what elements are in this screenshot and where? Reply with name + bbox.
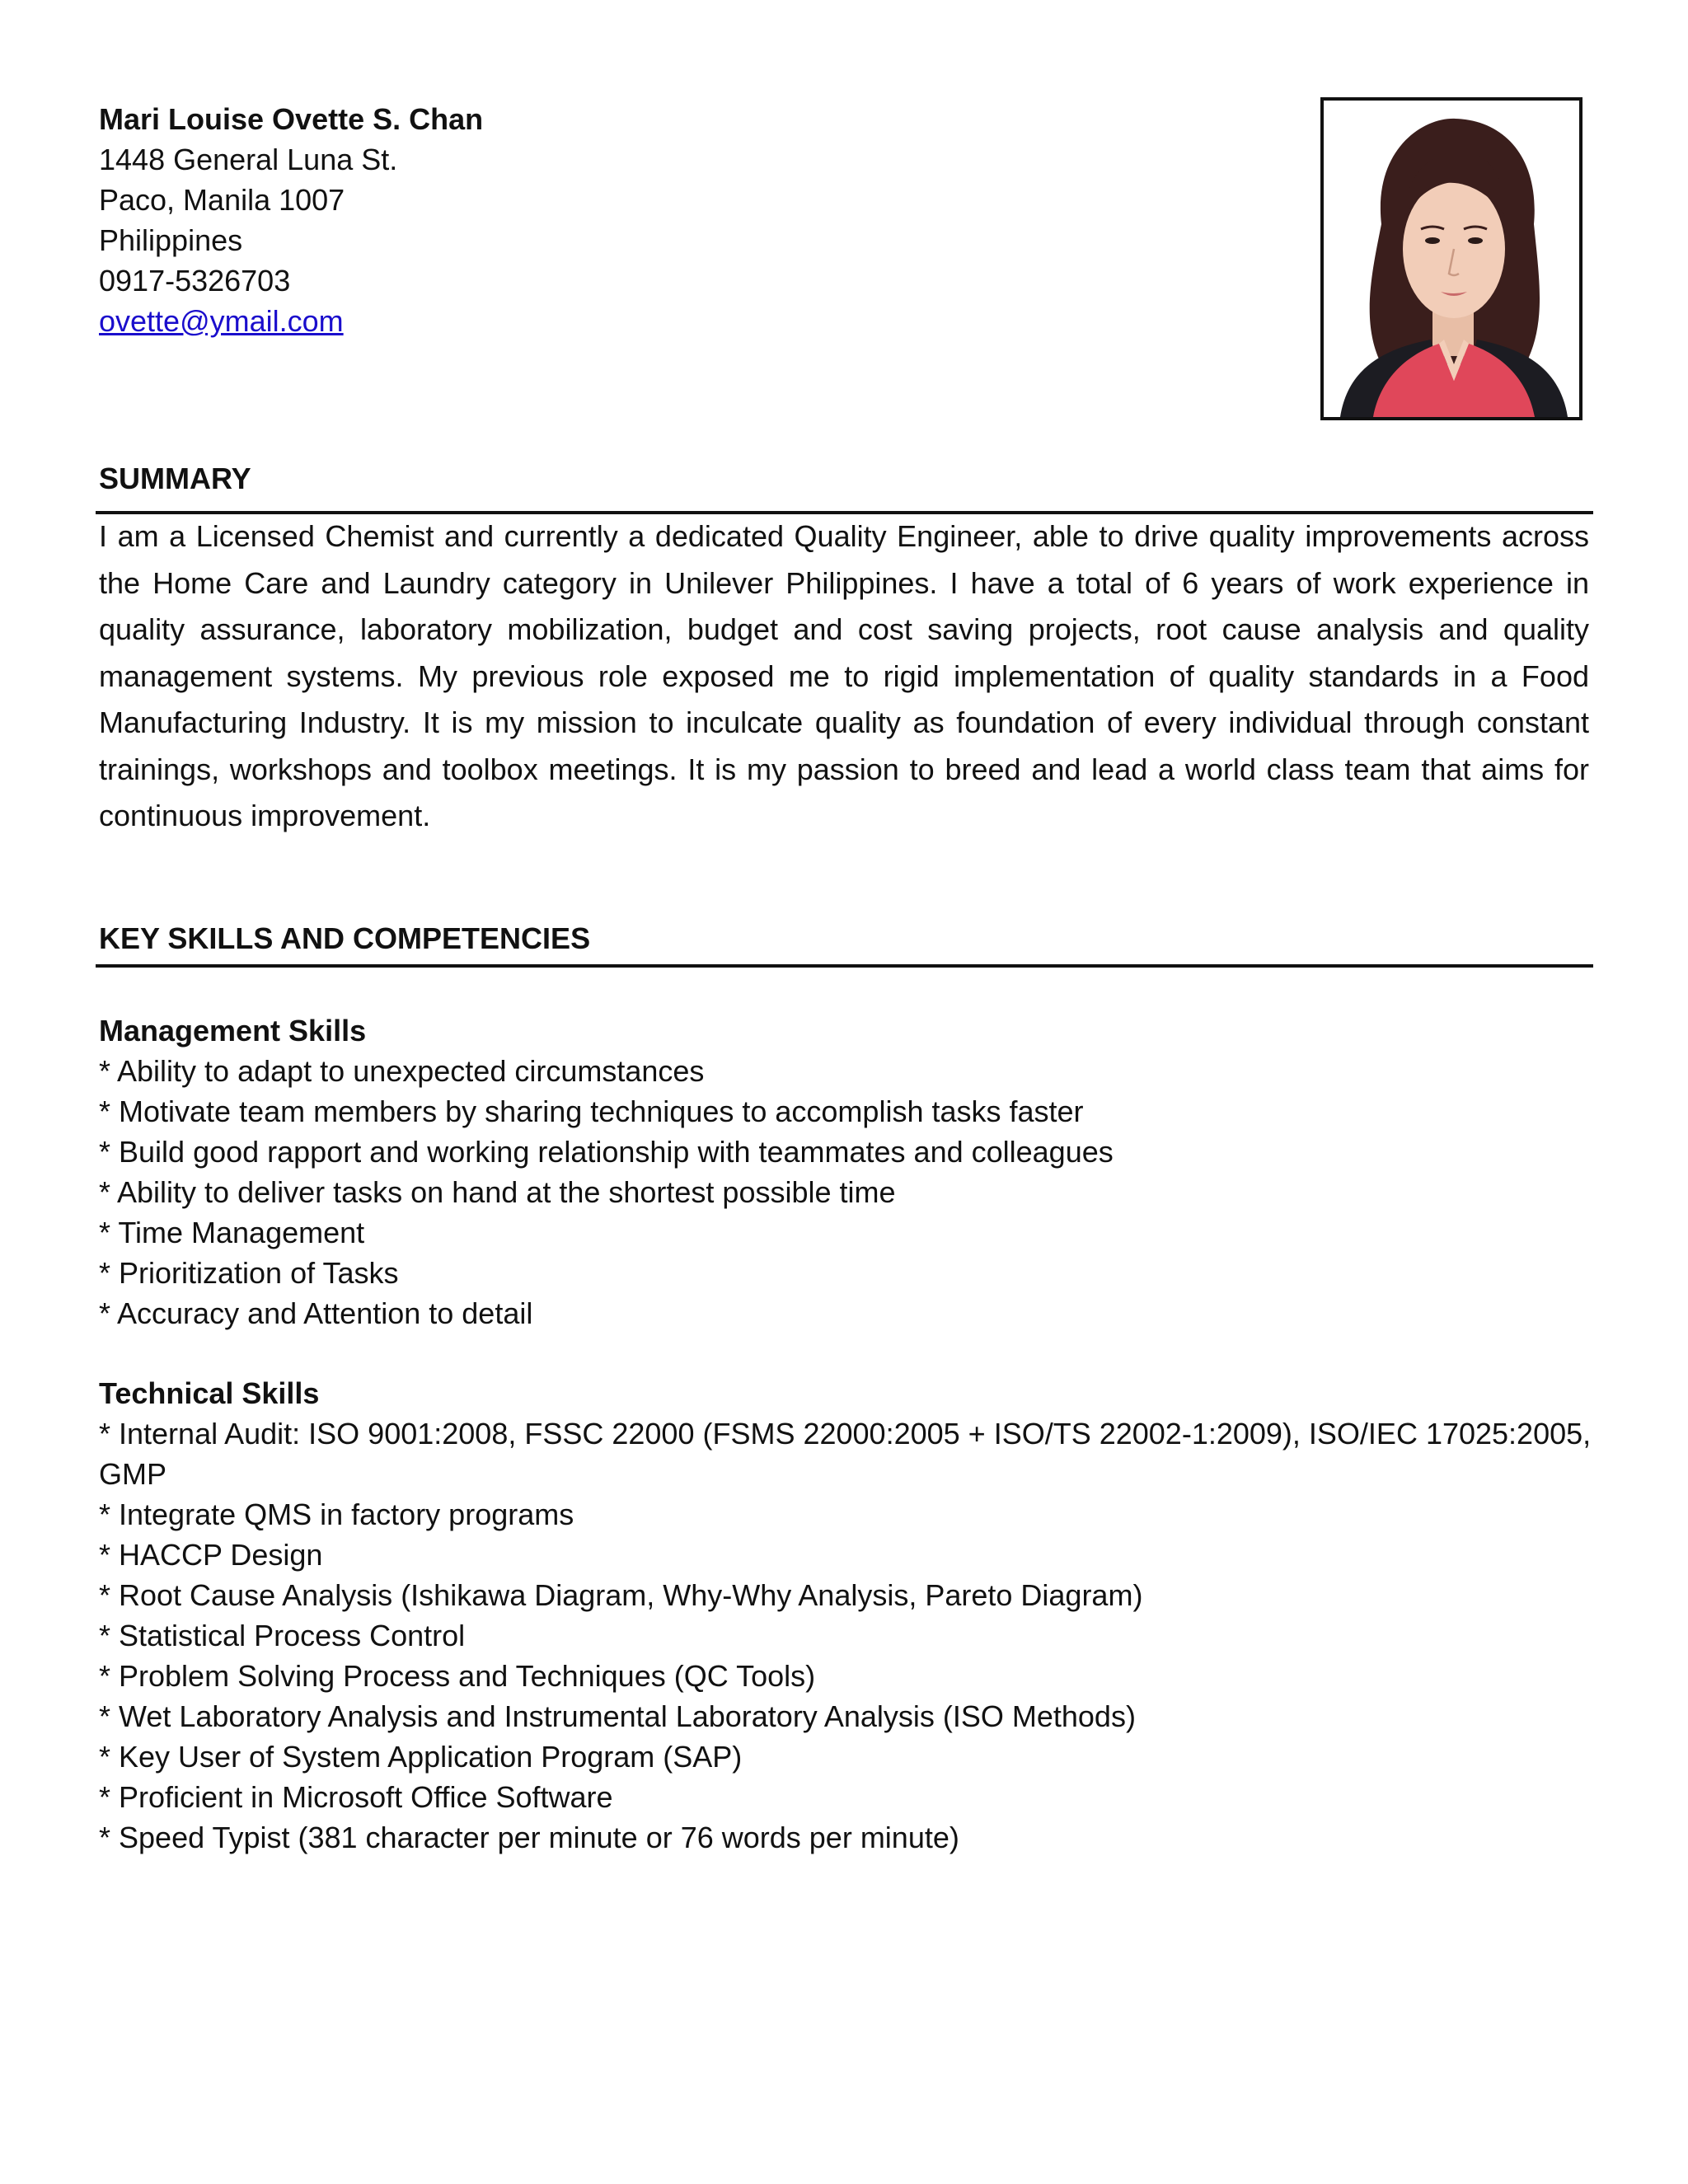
phone-number: 0917-5326703 xyxy=(99,264,291,298)
technical-skills-title: Technical Skills xyxy=(99,1376,320,1410)
list-item: * Key User of System Application Program (SAP) xyxy=(99,1740,743,1774)
list-item: * Problem Solving Process and Techniques (QC Tools) xyxy=(99,1659,816,1693)
country: Philippines xyxy=(99,223,243,257)
candidate-name: Mari Louise Ovette S. Chan xyxy=(99,102,484,136)
list-item: * Build good rapport and working relationship with teammates and colleagues xyxy=(99,1135,1114,1169)
technical-skills-section xyxy=(99,1373,1593,1858)
profile-photo xyxy=(1320,97,1582,420)
address-line-1: 1448 General Luna St. xyxy=(99,143,398,176)
list-item: * Ability to deliver tasks on hand at the shortest possible time xyxy=(99,1175,896,1209)
address-line-2: Paco, Manila 1007 xyxy=(99,183,345,217)
list-item: * Internal Audit: ISO 9001:2008, FSSC 22000 (FSMS 22000:2005 + ISO/TS 22002-1:2009), ISO/IEC 17025:2005, GMP xyxy=(99,1417,1592,1491)
list-item: * HACCP Design xyxy=(99,1538,323,1572)
list-item: * Speed Typist (381 character per minute or 76 words per minute) xyxy=(99,1821,959,1854)
list-item: * Time Management xyxy=(99,1216,365,1249)
list-item: * Prioritization of Tasks xyxy=(99,1256,399,1290)
list-item: * Accuracy and Attention to detail xyxy=(99,1296,533,1330)
list-item: * Motivate team members by sharing techniques to accomplish tasks faster xyxy=(99,1094,1084,1128)
summary-heading: SUMMARY xyxy=(99,462,251,495)
skills-heading: KEY SKILLS AND COMPETENCIES xyxy=(99,921,591,955)
list-item: * Root Cause Analysis (Ishikawa Diagram, Why-Why Analysis, Pareto Diagram) xyxy=(99,1578,1143,1612)
profile-photo-icon xyxy=(1324,101,1579,417)
contact-block xyxy=(99,99,1170,341)
skills-divider xyxy=(96,964,1593,968)
list-item: * Wet Laboratory Analysis and Instrumental Laboratory Analysis (ISO Methods) xyxy=(99,1699,1136,1733)
management-skills-title: Management Skills xyxy=(99,1014,367,1047)
list-item: * Integrate QMS in factory programs xyxy=(99,1497,574,1531)
list-item: * Proficient in Microsoft Office Software xyxy=(99,1780,613,1814)
email-link[interactable]: ovette@ymail.com xyxy=(99,304,344,338)
list-item: * Statistical Process Control xyxy=(99,1619,466,1652)
summary-paragraph: I am a Licensed Chemist and currently a dedicated Quality Engineer, able to drive quality improvements across the Home Care and Laundry category in Unilever Philippines. I have a total of 6 years of work experience in quality assurance, laboratory mobilization, budget and cost saving projects, root cause analysis and quality management systems. My previous role exposed me to rigid implementation of quality standards in a Food Manufacturing Industry. It is my mission to inculcate quality as foundation of every individual through constant trainings, workshops and toolbox meetings. It is my passion to breed and lead a world class team that aims for continuous improvement. xyxy=(99,519,1589,832)
management-skills-section xyxy=(99,1010,1593,1333)
list-item: * Ability to adapt to unexpected circumstances xyxy=(99,1054,705,1088)
